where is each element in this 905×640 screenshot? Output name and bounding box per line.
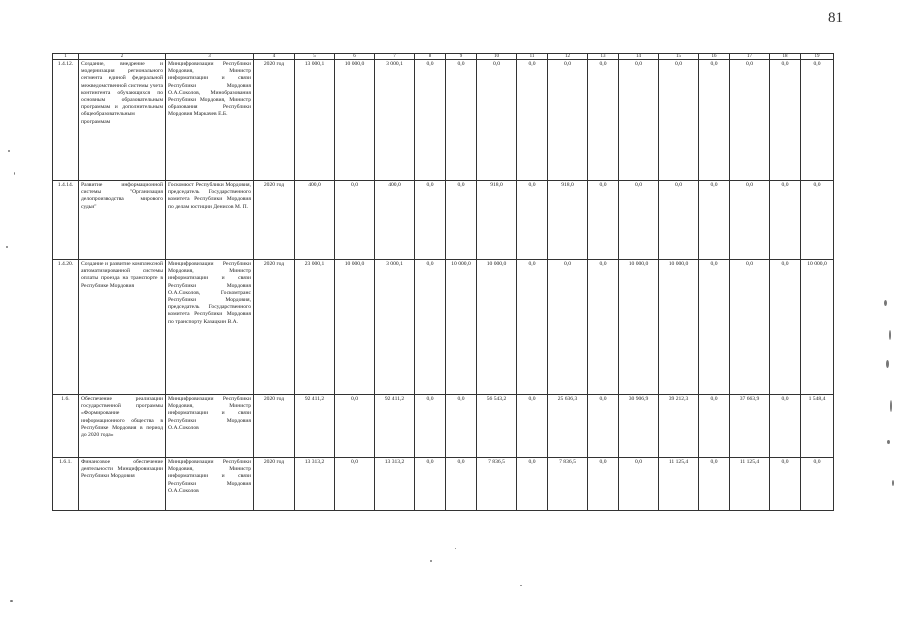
value-col-7: 3 000,1 <box>375 60 415 181</box>
value-col-19: 10 000,0 <box>801 260 834 395</box>
scan-speck <box>892 480 894 486</box>
value-col-12: 7 836,5 <box>548 458 588 511</box>
row-code: 1.4.14. <box>53 181 79 260</box>
scan-speck <box>889 330 891 340</box>
page-number: 81 <box>828 10 843 26</box>
value-col-17: 0,0 <box>730 260 770 395</box>
value-col-19: 0,0 <box>801 60 834 181</box>
scan-speck <box>8 150 10 152</box>
value-col-16: 0,0 <box>699 260 730 395</box>
column-number-18: 18 <box>770 54 801 60</box>
value-col-16: 0,0 <box>699 395 730 458</box>
value-col-5: 13 313,2 <box>295 458 335 511</box>
value-col-18: 0,0 <box>770 60 801 181</box>
value-col-9: 0,0 <box>446 60 477 181</box>
value-col-7: 3 000,1 <box>375 260 415 395</box>
period: 2020 год <box>254 395 295 458</box>
executor: Минцифровизации Республики Мордовия, Министр информатизации и связи Республики Мордовия О.А.Соколов <box>166 395 254 458</box>
period: 2020 год <box>254 181 295 260</box>
period: 2020 год <box>254 260 295 395</box>
value-col-16: 0,0 <box>699 181 730 260</box>
value-col-5: 13 000,1 <box>295 60 335 181</box>
value-col-6: 0,0 <box>335 395 375 458</box>
value-col-7: 92 411,2 <box>375 395 415 458</box>
value-col-18: 0,0 <box>770 395 801 458</box>
value-col-9: 0,0 <box>446 181 477 260</box>
value-col-5: 92 411,2 <box>295 395 335 458</box>
value-col-5: 400,0 <box>295 181 335 260</box>
column-number-16: 16 <box>699 54 730 60</box>
value-col-8: 0,0 <box>415 260 446 395</box>
column-number-4: 4 <box>254 54 295 60</box>
value-col-15: 0,0 <box>659 60 699 181</box>
period: 2020 год <box>254 60 295 181</box>
column-number-7: 7 <box>375 54 415 60</box>
column-number-12: 12 <box>548 54 588 60</box>
value-col-19: 0,0 <box>801 181 834 260</box>
table-row <box>53 181 834 260</box>
value-col-17: 37 663,9 <box>730 395 770 458</box>
value-col-12: 0,0 <box>548 60 588 181</box>
value-col-12: 25 636,3 <box>548 395 588 458</box>
measure-name: Развитие информационной системы "Организация делопроизводства мирового судьи" <box>79 181 166 260</box>
value-col-15: 0,0 <box>659 181 699 260</box>
value-col-14: 0,0 <box>619 60 659 181</box>
column-number-10: 10 <box>477 54 517 60</box>
value-col-14: 30 906,9 <box>619 395 659 458</box>
column-number-14: 14 <box>619 54 659 60</box>
column-number-1: 1 <box>53 54 79 60</box>
table-row <box>53 260 834 395</box>
value-col-9: 0,0 <box>446 395 477 458</box>
value-col-10: 918,0 <box>477 181 517 260</box>
column-number-6: 6 <box>335 54 375 60</box>
table-row <box>53 60 834 181</box>
value-col-13: 0,0 <box>588 60 619 181</box>
value-col-17: 0,0 <box>730 181 770 260</box>
column-number-13: 13 <box>588 54 619 60</box>
value-col-15: 39 212,3 <box>659 395 699 458</box>
scan-speck <box>455 548 456 549</box>
value-col-14: 10 000,0 <box>619 260 659 395</box>
value-col-13: 0,0 <box>588 458 619 511</box>
value-col-9: 10 000,0 <box>446 260 477 395</box>
column-number-3: 3 <box>166 54 254 60</box>
value-col-14: 0,0 <box>619 458 659 511</box>
scan-speck <box>10 600 13 602</box>
value-col-10: 10 000,0 <box>477 260 517 395</box>
value-col-11: 0,0 <box>517 60 548 181</box>
column-number-8: 8 <box>415 54 446 60</box>
row-code: 1.6. <box>53 395 79 458</box>
value-col-18: 0,0 <box>770 260 801 395</box>
value-col-13: 0,0 <box>588 181 619 260</box>
value-col-10: 7 836,5 <box>477 458 517 511</box>
scan-speck <box>14 172 15 175</box>
scan-speck <box>884 300 887 306</box>
value-col-8: 0,0 <box>415 395 446 458</box>
value-col-15: 11 125,4 <box>659 458 699 511</box>
row-code: 1.4.20. <box>53 260 79 395</box>
value-col-17: 11 125,4 <box>730 458 770 511</box>
value-col-14: 0,0 <box>619 181 659 260</box>
measure-name: Создание, внедрение и модернизация регионального сегмента единой федеральной межведомственной системы учета контингента обучающихся по основным образовательным программам и дополнительным общеобразовательным программам <box>79 60 166 181</box>
table-row <box>53 458 834 511</box>
value-col-13: 0,0 <box>588 395 619 458</box>
value-col-11: 0,0 <box>517 181 548 260</box>
scan-speck <box>520 585 522 586</box>
column-number-19: 19 <box>801 54 834 60</box>
value-col-18: 0,0 <box>770 181 801 260</box>
scan-speck <box>6 246 8 248</box>
scan-speck <box>430 560 432 562</box>
value-col-11: 0,0 <box>517 395 548 458</box>
value-col-6: 0,0 <box>335 458 375 511</box>
value-col-5: 23 000,1 <box>295 260 335 395</box>
value-col-6: 0,0 <box>335 181 375 260</box>
executor: Минцифровизации Республики Мордовия, Министр информатизации и связи Республики Мордовия О.А.Соколов <box>166 458 254 511</box>
value-col-17: 0,0 <box>730 60 770 181</box>
value-col-11: 0,0 <box>517 458 548 511</box>
scan-speck <box>886 360 889 368</box>
value-col-10: 56 543,2 <box>477 395 517 458</box>
value-col-8: 0,0 <box>415 60 446 181</box>
value-col-12: 0,0 <box>548 260 588 395</box>
column-number-17: 17 <box>730 54 770 60</box>
value-col-12: 918,0 <box>548 181 588 260</box>
value-col-15: 10 000,0 <box>659 260 699 395</box>
value-col-8: 0,0 <box>415 181 446 260</box>
table-row <box>53 395 834 458</box>
scan-speck <box>890 400 892 412</box>
value-col-16: 0,0 <box>699 60 730 181</box>
measure-name: Обеспечение реализации государственной программы «Формирование информационного общества в Республике Мордовия в период до 2020 года» <box>79 395 166 458</box>
value-col-18: 0,0 <box>770 458 801 511</box>
row-code: 1.6.1. <box>53 458 79 511</box>
value-col-13: 0,0 <box>588 260 619 395</box>
row-code: 1.4.12. <box>53 60 79 181</box>
value-col-6: 10 000,0 <box>335 260 375 395</box>
value-col-7: 13 313,2 <box>375 458 415 511</box>
value-col-19: 1 548,4 <box>801 395 834 458</box>
executor: Госкомюст Республики Мордовия, председатель Государственного комитета Республики Мордовия по делам юстиции Денисов М. П. <box>166 181 254 260</box>
value-col-19: 0,0 <box>801 458 834 511</box>
value-col-16: 0,0 <box>699 458 730 511</box>
executor: Минцифровизации Республики Мордовия, Министр информатизации и связи Республики Мордовия О.А.Соколов, Минобразования Республики Мордовия, Министр образования Республики Мордовия Маркачев Е.Б. <box>166 60 254 181</box>
measure-name: Создание и развитие комплексной автоматизированной системы оплаты проезда на транспорте в Республике Мордовия <box>79 260 166 395</box>
measure-name: Финансовое обеспечение деятельности Минцифровизации Республики Мордовия <box>79 458 166 511</box>
column-number-5: 5 <box>295 54 335 60</box>
value-col-9: 0,0 <box>446 458 477 511</box>
value-col-6: 10 000,0 <box>335 60 375 181</box>
column-number-9: 9 <box>446 54 477 60</box>
executor: Минцифровизации Республики Мордовия, Министр информатизации и связи Республики Мордовия О.А.Соколов, Госкомтранс Республики Мордовия, председатель Государственного комитета Республики Мордовия по транспорту Казацкин В.А. <box>166 260 254 395</box>
value-col-11: 0,0 <box>517 260 548 395</box>
column-number-2: 2 <box>79 54 166 60</box>
value-col-10: 0,0 <box>477 60 517 181</box>
column-number-11: 11 <box>517 54 548 60</box>
value-col-8: 0,0 <box>415 458 446 511</box>
budget-table <box>52 53 834 511</box>
value-col-7: 400,0 <box>375 181 415 260</box>
scan-speck <box>887 440 890 444</box>
period: 2020 год <box>254 458 295 511</box>
column-number-15: 15 <box>659 54 699 60</box>
